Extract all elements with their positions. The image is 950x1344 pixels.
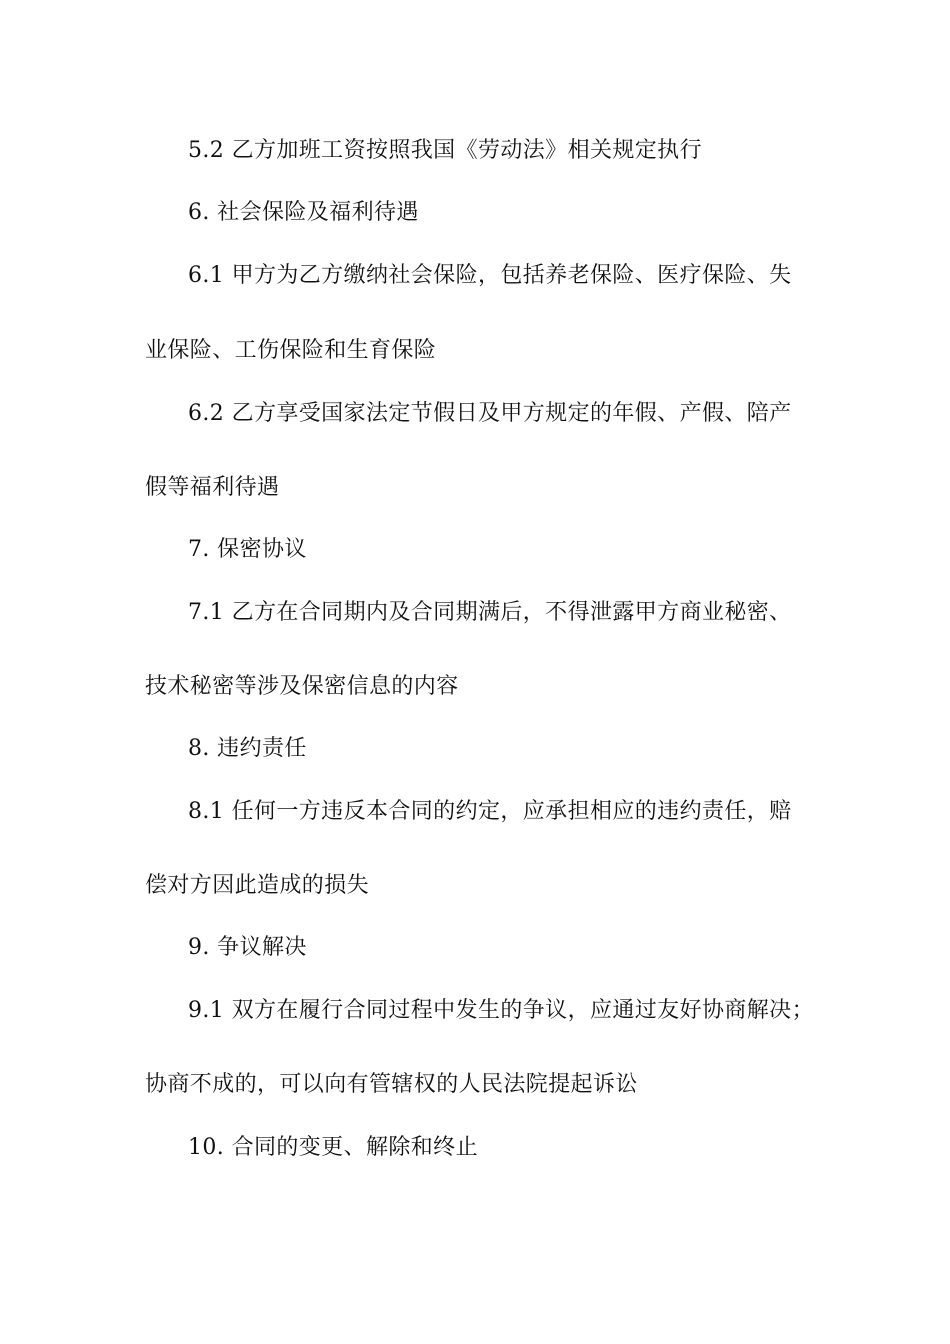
section-8-heading: 8. 违约责任 [188,736,307,761]
clause-6-1-text: 6.1 甲方为乙方缴纳社会保险，包括养老保险、医疗保险、失 [188,263,792,288]
section-6-heading: 6. 社会保险及福利待遇 [188,200,419,225]
clause-9-1-continued: 协商不成的，可以向有管辖权的人民法院提起诉讼 [145,1072,638,1097]
section-7-heading: 7. 保密协议 [188,537,307,562]
section-10-heading: 10. 合同的变更、解除和终止 [188,1135,478,1160]
clause-5-2-text: 5.2 乙方加班工资按照我国《劳动法》相关规定执行 [188,138,702,163]
clause-8-1-continued: 偿对方因此造成的损失 [145,873,370,898]
clause-6-1-continued: 业保险、工伤保险和生育保险 [145,338,437,363]
clause-8-1-text: 8.1 任何一方违反本合同的约定，应承担相应的违约责任，赔 [188,799,792,824]
clause-9-1-text: 9.1 双方在履行合同过程中发生的争议，应通过友好协商解决； [188,998,814,1023]
clause-7-1-continued: 技术秘密等涉及保密信息的内容 [145,674,459,699]
clause-6-2-text: 6.2 乙方享受国家法定节假日及甲方规定的年假、产假、陪产 [188,401,792,426]
clause-7-1-text: 7.1 乙方在合同期内及合同期满后，不得泄露甲方商业秘密、 [188,600,792,625]
clause-6-2-continued: 假等福利待遇 [145,475,280,500]
section-9-heading: 9. 争议解决 [188,935,307,960]
